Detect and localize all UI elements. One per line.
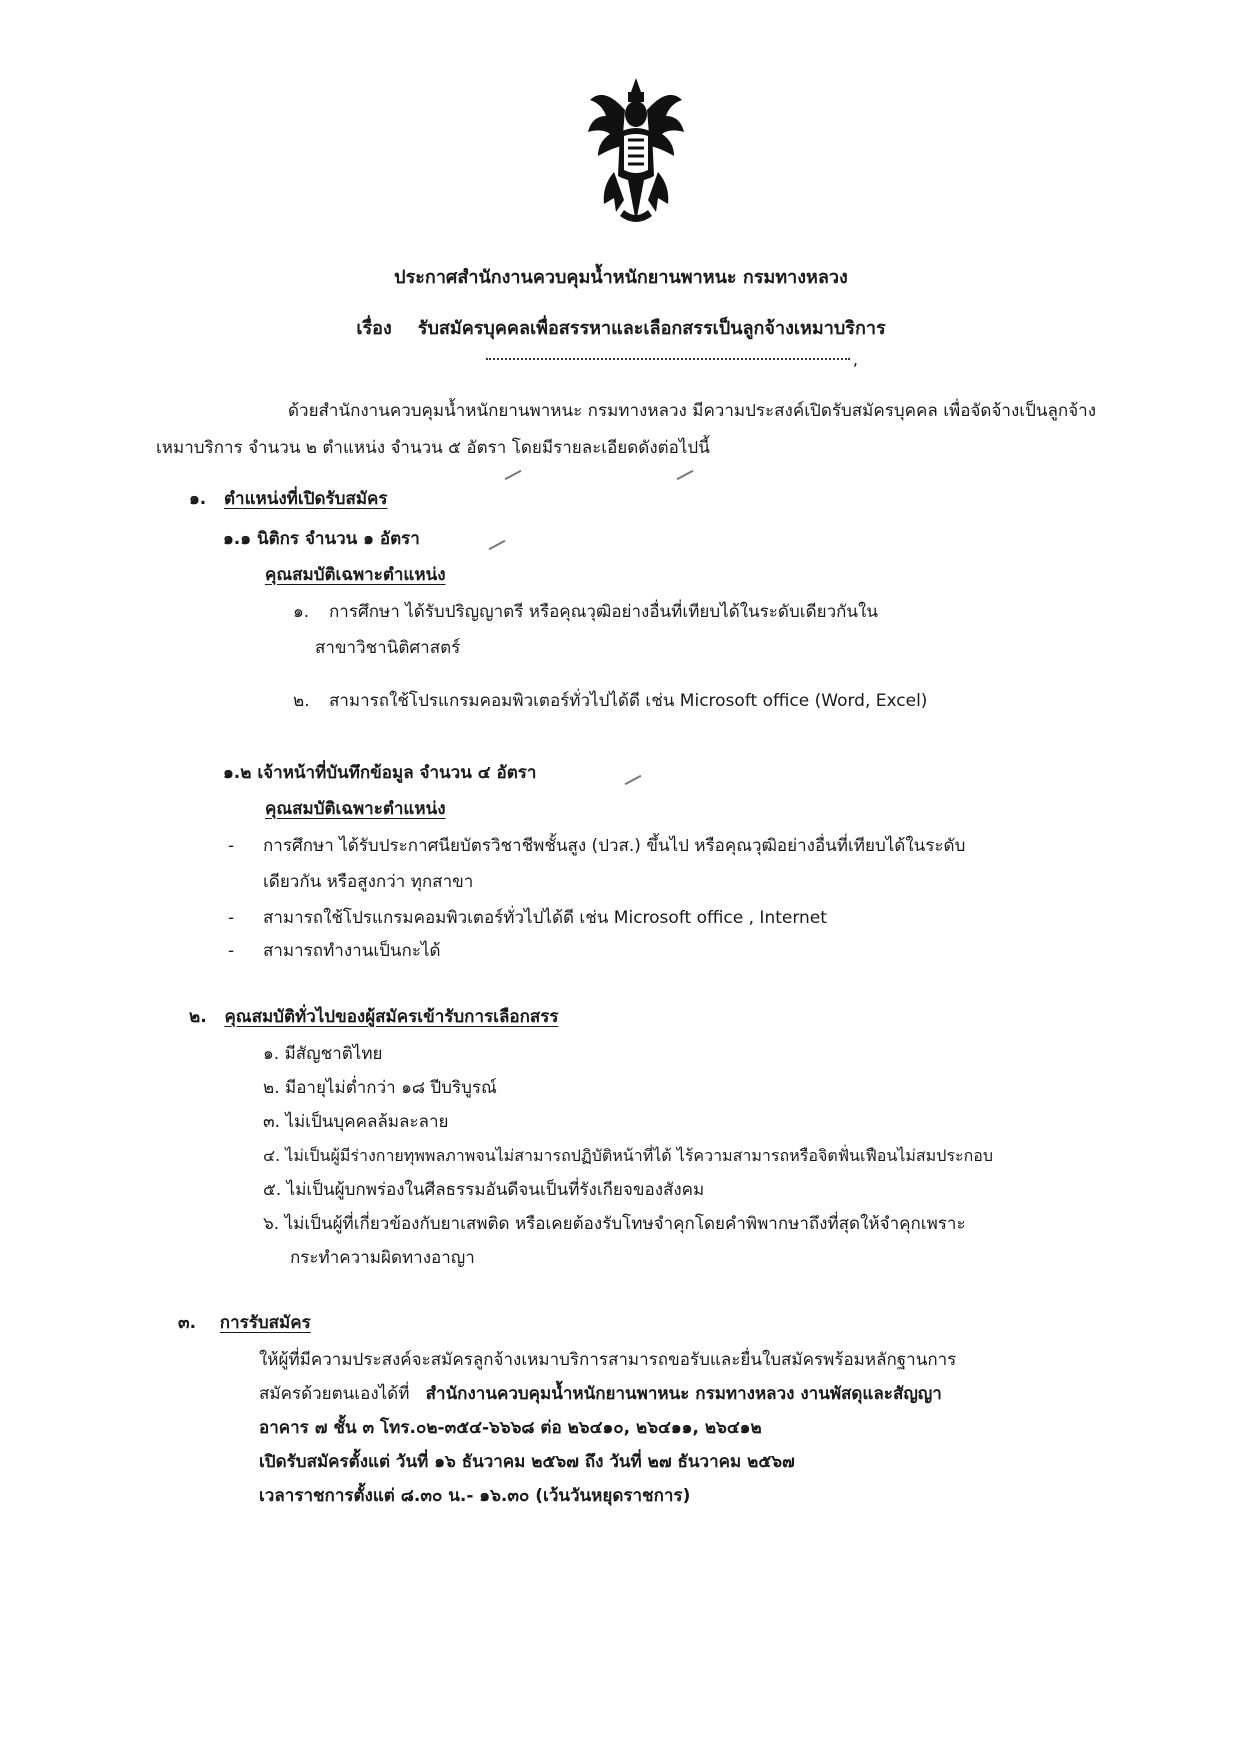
position2-item2-bullet: - bbox=[228, 908, 235, 928]
section3-line2-prefix: สมัครด้วยตนเองได้ที่ bbox=[259, 1384, 410, 1404]
pen-tick-mark bbox=[677, 470, 694, 480]
section3-line2 bbox=[259, 1377, 942, 1411]
pen-tick-mark bbox=[505, 470, 522, 480]
section2-number: ๒. bbox=[189, 1007, 207, 1027]
section2-item-4: ๔. ไม่เป็นผู้มีร่างกายทุพพลภาพจนไม่สามารถปฏิบัติหน้าที่ได้ ไร้ความสามารถหรือจิตฟั่นเฟือนไม่สมประกอบ bbox=[263, 1146, 994, 1165]
announcement-subject bbox=[0, 313, 1242, 342]
position1-item2-number: ๒. bbox=[293, 691, 310, 711]
section3-number: ๓. bbox=[178, 1313, 197, 1333]
position2-item1-line2: เดียวกัน หรือสูงกว่า ทุกสาขา bbox=[263, 872, 474, 892]
section1-heading bbox=[189, 485, 388, 512]
dotted-rule bbox=[486, 358, 850, 360]
position1-item1-line1: การศึกษา ได้รับปริญญาตรี หรือคุณวุฒิอย่างอื่นที่เทียบได้ในระดับเดียวกันใน bbox=[329, 602, 878, 622]
section3-office-address: สำนักงานควบคุมน้ำหนักยานพาหนะ กรมทางหลวง งานพัสดุและสัญญา bbox=[425, 1384, 942, 1404]
pen-tick-mark bbox=[489, 540, 506, 550]
section2-item-6-line2: กระทำความผิดทางอาญา bbox=[290, 1248, 475, 1268]
position1-item2: สามารถใช้โปรแกรมคอมพิวเตอร์ทั่วไปได้ดี เช่น Microsoft office (Word, Excel) bbox=[329, 691, 928, 711]
garuda-emblem-icon bbox=[584, 76, 688, 228]
position1-title: ๑.๑ นิติกร จำนวน ๑ อัตรา bbox=[223, 529, 420, 549]
section3-heading bbox=[178, 1309, 311, 1336]
position2-item3: สามารถทำงานเป็นกะได้ bbox=[263, 941, 441, 961]
position1-qual-heading: คุณสมบัติเฉพาะตำแหน่ง bbox=[265, 565, 446, 585]
announcement-title: ประกาศสำนักงานควบคุมน้ำหนักยานพาหนะ กรมทางหลวง bbox=[394, 267, 848, 288]
position2-item1-line1: การศึกษา ได้รับประกาศนียบัตรวิชาชีพชั้นสูง (ปวส.) ขึ้นไป หรือคุณวุฒิอย่างอื่นที่เทียบได้ในระดับ bbox=[263, 836, 966, 856]
pen-tick-mark bbox=[625, 775, 642, 785]
position2-item1-bullet: - bbox=[228, 836, 235, 856]
section3-title: การรับสมัคร bbox=[219, 1313, 311, 1333]
position2-qual-heading: คุณสมบัติเฉพาะตำแหน่ง bbox=[265, 799, 446, 819]
section3-line1: ให้ผู้ที่มีความประสงค์จะสมัครลูกจ้างเหมาบริการสามารถขอรับและยื่นใบสมัครพร้อมหลักฐานการ bbox=[259, 1350, 957, 1370]
section3-hours-line: เวลาราชการตั้งแต่ ๘.๓๐ น.- ๑๖.๓๐ (เว้นวันหยุดราชการ) bbox=[259, 1486, 691, 1506]
section2-item-3: ๓. ไม่เป็นบุคคลล้มละลาย bbox=[263, 1112, 449, 1132]
section3-date-line: เปิดรับสมัครตั้งแต่ วันที่ ๑๖ ธันวาคม ๒๕๖๗ ถึง วันที่ ๒๗ ธันวาคม ๒๕๖๗ bbox=[259, 1452, 795, 1472]
section1-title: ตำแหน่งที่เปิดรับสมัคร bbox=[224, 489, 388, 509]
position2-item2: สามารถใช้โปรแกรมคอมพิวเตอร์ทั่วไปได้ดี เช่น Microsoft office , Internet bbox=[263, 908, 827, 928]
subject-label: เรื่อง bbox=[356, 318, 392, 339]
position2-title: ๑.๒ เจ้าหน้าที่บันทึกข้อมูล จำนวน ๔ อัตรา bbox=[223, 763, 537, 783]
section2-heading bbox=[189, 1003, 559, 1030]
section2-item-1: ๑. มีสัญชาติไทย bbox=[263, 1044, 383, 1064]
position2-item3-bullet: - bbox=[228, 941, 235, 961]
section2-item-6: ๖. ไม่เป็นผู้ที่เกี่ยวข้องกับยาเสพติด หรือเคยต้องรับโทษจำคุกโดยคำพิพากษาถึงที่สุดให้จำคุกเพราะ bbox=[263, 1214, 966, 1234]
section2-title: คุณสมบัติทั่วไปของผู้สมัครเข้ารับการเลือกสรร bbox=[224, 1007, 559, 1027]
section1-number: ๑. bbox=[189, 489, 207, 509]
section3-phone-line: อาคาร ๗ ชั้น ๓ โทร.๐๒-๓๕๔-๖๖๖๘ ต่อ ๒๖๔๑๐, ๒๖๔๑๑, ๒๖๔๑๒ bbox=[259, 1418, 762, 1438]
subject-text: รับสมัครบุคคลเพื่อสรรหาและเลือกสรรเป็นลูกจ้างเหมาบริการ bbox=[417, 318, 886, 339]
intro-paragraph: ด้วยสำนักงานควบคุมน้ำหนักยานพาหนะ กรมทางหลวง มีความประสงค์เปิดรับสมัครบุคคล เพื่อจัดจ้างเป็นลูกจ้างเหมาบริการ จำนวน ๒ ตำแหน่ง จำนวน ๕ อัตรา โดยมีรายละเอียดดังต่อไปนี้ bbox=[156, 401, 1096, 458]
position1-item1-line2: สาขาวิชานิติศาสตร์ bbox=[315, 638, 461, 658]
position1-item1-number: ๑. bbox=[293, 602, 310, 622]
section2-item-5: ๕. ไม่เป็นผู้บกพร่องในศีลธรรมอันดีจนเป็นที่รังเกียจของสังคม bbox=[263, 1180, 705, 1200]
section2-item-2: ๒. มีอายุไม่ต่ำกว่า ๑๘ ปีบริบูรณ์ bbox=[263, 1078, 497, 1098]
